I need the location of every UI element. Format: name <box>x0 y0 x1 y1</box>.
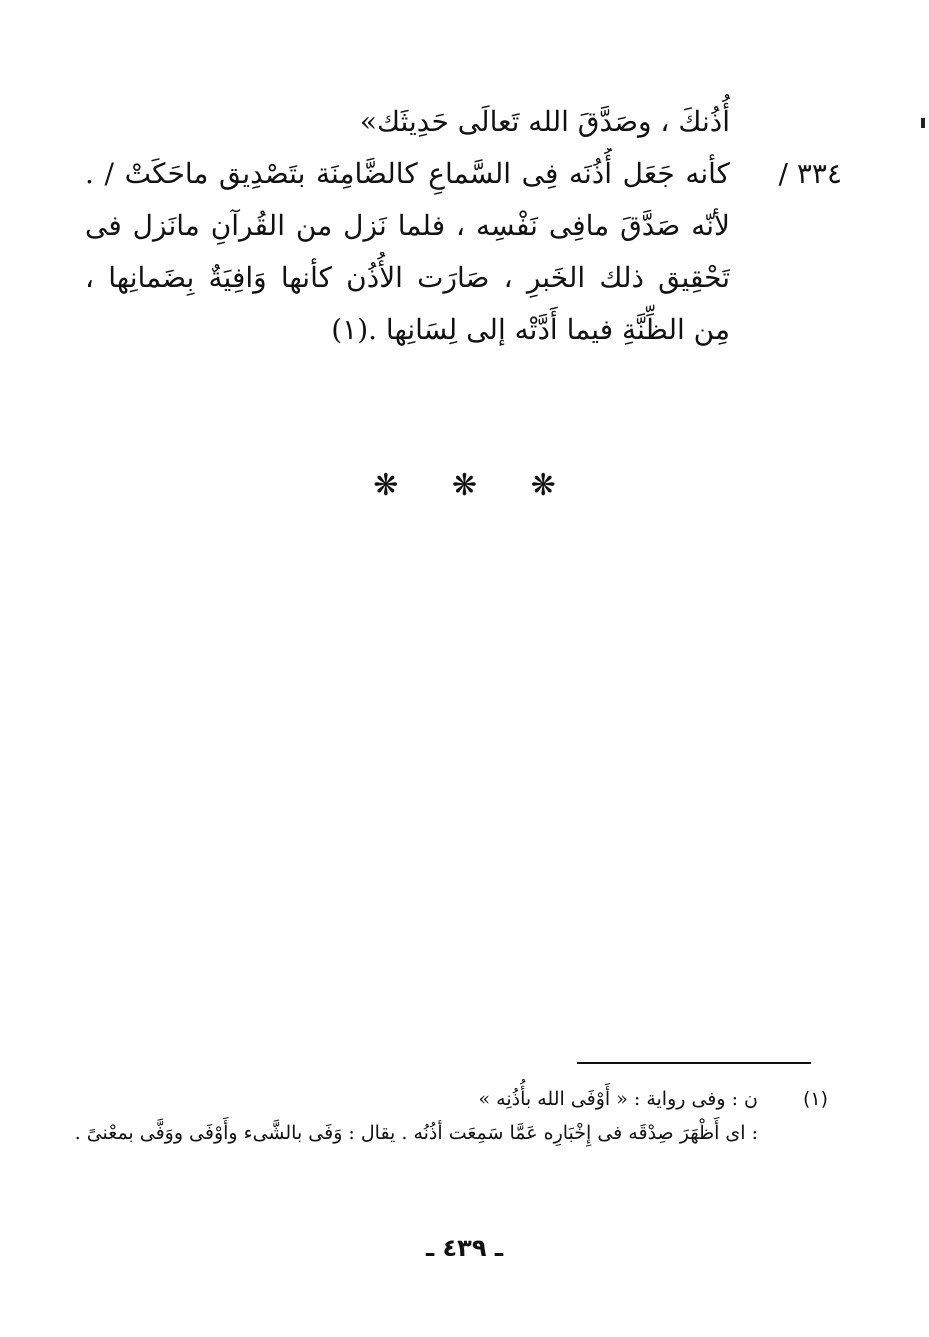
text-line-5: مِن الظِّنَّةِ فيما أَدَّتْه إلى لِسَانِها .(١) <box>331 313 730 346</box>
margin-reference: ٣٣٤ / <box>778 157 842 190</box>
scan-edge-mark <box>921 118 925 128</box>
text-line-4: تَحْقِيق ذلك الخَبرِ ، صَارَت الأُذُن كأنها وَافِيَةٌ بِضَمانِها ، <box>85 261 730 294</box>
section-divider-ornament: ❋ ❋ ❋ <box>373 468 578 503</box>
footnote-number: (١) <box>802 1088 828 1110</box>
text-line-3: لأنّه صَدَّقَ مافِى نَفْسِه ، فلما نَزل من القُرآنِ مانَزل فى <box>85 209 730 242</box>
footnote-item <box>74 1116 828 1150</box>
text-line-1: أُذُنكَ ، وصَدَّقَ الله تَعالَى حَدِيثَك» <box>359 105 730 138</box>
page-number: ـ ٤٣٩ ـ <box>425 1234 504 1262</box>
footnote-item <box>78 1082 828 1116</box>
footnotes <box>74 1082 828 1150</box>
footnote-text: : اى أَظْهَرَ صِدْقَه فى إِخْبَارِه عَمَّا سَمِعَت أذُنُه . يقال : وَفَى بالشَّىء وأَوْفَى ووَفَّى بمعْنىً . <box>74 1122 758 1144</box>
main-text-block <box>85 96 730 356</box>
text-line-2: كأنه جَعَل أُذُنَه فِى السَّماعِ كالضَّامِنَة بتَصْدِيق ماحَكَتْ / . <box>85 157 730 190</box>
footnote-text: ن : وفى رواية : « أَوْفَى الله بأُذُنِه » <box>478 1088 758 1110</box>
footnote-separator <box>577 1062 811 1064</box>
